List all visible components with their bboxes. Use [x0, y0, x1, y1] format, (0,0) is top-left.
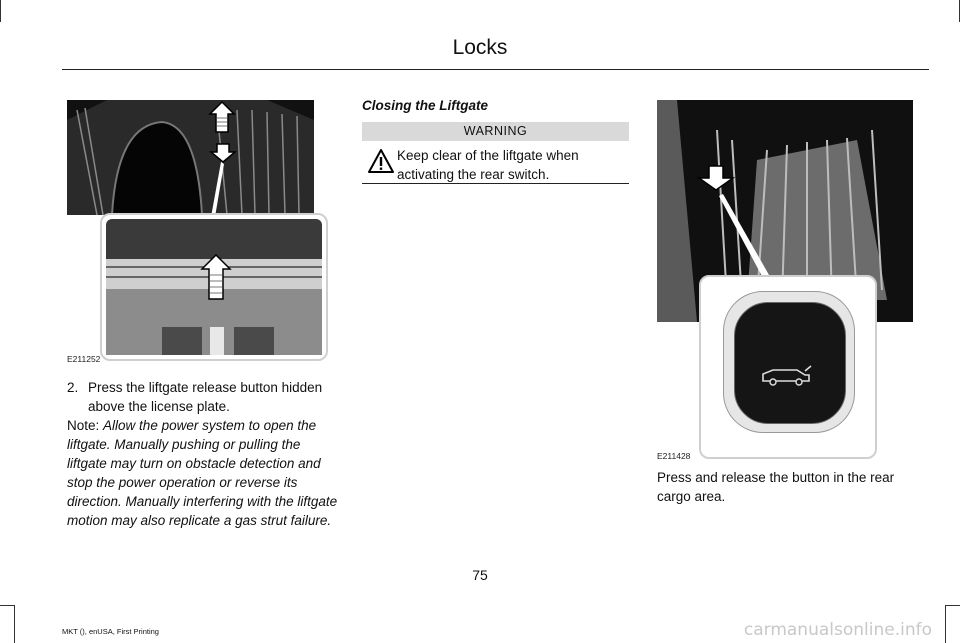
warning-text: Keep clear of the liftgate when activating the rear switch. [397, 148, 579, 182]
note-label: Note: [67, 418, 100, 433]
license-plate-button-illustration [106, 219, 322, 355]
liftgate-release-illustration [67, 100, 314, 215]
callout-line [207, 162, 227, 215]
right-paragraph: Press and release the button in the rear cargo area. [657, 470, 895, 504]
crop-mark [14, 605, 15, 643]
crop-mark [0, 0, 1, 22]
step-item [67, 378, 342, 416]
step-text: Press the liftgate release button hidden above the license plate. [88, 380, 323, 414]
inset-button-detail [699, 275, 877, 459]
crop-mark [945, 605, 960, 606]
crop-mark [945, 605, 946, 643]
inset-detail-image [100, 213, 328, 361]
section-heading: Closing the Liftgate [362, 98, 488, 113]
header-divider [62, 69, 929, 70]
liftgate-vehicle-icon [759, 365, 815, 387]
warning-rule [362, 183, 629, 184]
print-info: MKT (), enUSA, First Printing [62, 627, 159, 636]
page-number: 75 [472, 567, 488, 583]
vehicle-rear-illustration [67, 100, 314, 215]
note-paragraph [67, 416, 342, 530]
arrow-down-icon [209, 142, 237, 164]
watermark: carmanualsonline.info [743, 620, 932, 640]
warning-triangle-icon [367, 148, 395, 174]
page-title: Locks [452, 36, 508, 59]
crop-mark [0, 0, 1, 1]
image-code: E211428 [657, 451, 691, 461]
warning-banner: WARNING [362, 122, 629, 141]
step-number: 2. [67, 380, 79, 395]
image-code: E211252 [67, 354, 101, 364]
note-text: Allow the power system to open the liftgate. Manually pushing or pulling the liftgate may turn on obstacle detection and stop the power operation or reverse its direction. Manually interfering with the liftgate motion may also replicate a gas strut failure. [67, 418, 338, 528]
crop-mark [0, 605, 14, 606]
